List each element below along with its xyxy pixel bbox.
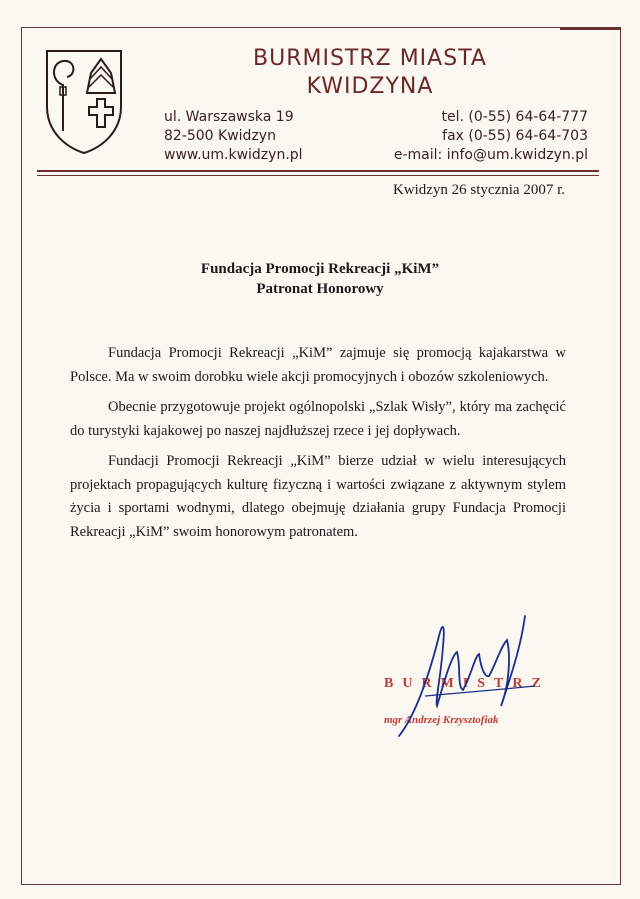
heading-line1: Fundacja Promocji Rekreacji „KiM” — [200, 261, 440, 277]
mayor-title-line2: KWIDZYNA — [306, 74, 434, 99]
paragraph: Fundacji Promocji Rekreacji „KiM” bierze udział w wielu interesujących projektach propagujących kulturę fizyczną i wartości związane z aktywnym stylem życia i sportami wodnymi, dlatego obejmuję działania grupy Fundacja Promocji Rekreacji „KiM” swoim honorowym patronatem. — [70, 453, 566, 540]
office-address — [164, 108, 303, 165]
street-address: ul. Warszawska 19 — [164, 109, 294, 125]
header-divider-thin — [37, 175, 599, 176]
paragraph: Obecnie przygotowuje projekt ogólnopolski „Szlak Wisły”, który ma zachęcić do turystyki kajakowej po naszej najdłuższej rzece i jej dopływach. — [70, 399, 566, 439]
letter-date: Kwidzyn 26 stycznia 2007 r. — [392, 182, 565, 198]
mayor-title — [195, 45, 545, 101]
heading-line2: Patronat Honorowy — [256, 281, 384, 297]
fax: fax (0-55) 64-64-703 — [442, 128, 588, 144]
handwritten-signature — [385, 606, 545, 746]
postal-city: 82-500 Kwidzyn — [164, 128, 276, 144]
header-divider — [37, 170, 599, 172]
signature-name: mgr Andrzej Krzysztofiak — [384, 714, 499, 726]
office-contact — [394, 108, 588, 165]
signature-title: BURMISTRZ — [384, 676, 550, 691]
letter-body — [70, 342, 566, 551]
phone: tel. (0-55) 64-64-777 — [441, 109, 588, 125]
letter-heading — [0, 259, 640, 299]
website: www.um.kwidzyn.pl — [164, 147, 303, 163]
paragraph: Fundacja Promocji Rekreacji „KiM” zajmuje się promocją kajakarstwa w Polsce. Ma w swoim dorobku wiele akcji promocyjnych i obozów szkoleniowych. — [70, 345, 566, 385]
email: e-mail: info@um.kwidzyn.pl — [393, 147, 588, 163]
frame-corner — [560, 28, 620, 66]
mayor-title-line1: BURMISTRZ MIASTA — [253, 46, 487, 71]
kwidzyn-coat-of-arms-icon — [43, 47, 125, 155]
